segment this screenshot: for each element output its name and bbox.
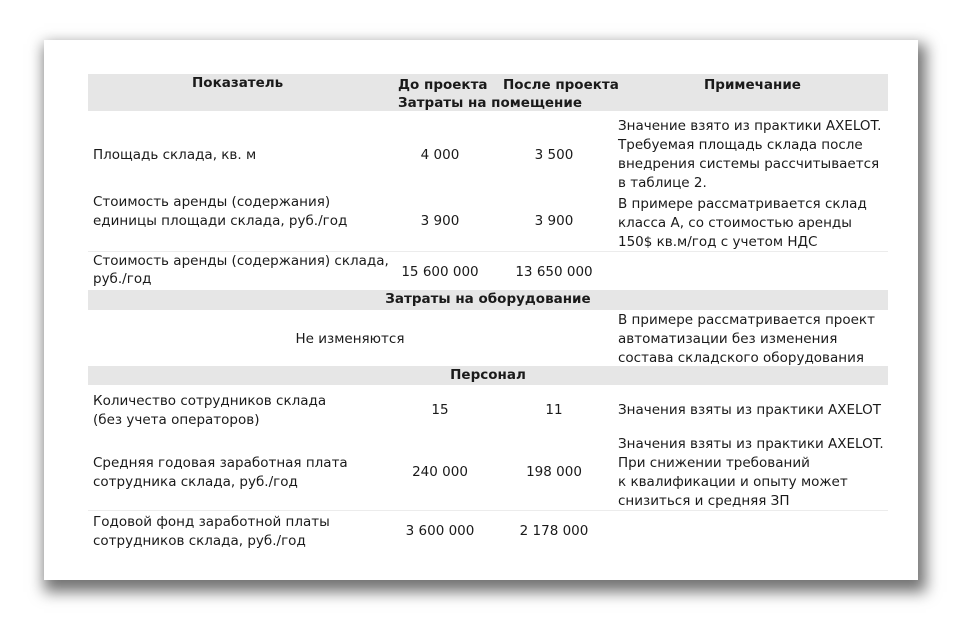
- row-staff-count-label-1: Количество сотрудников склада: [93, 393, 327, 409]
- row-divider: [88, 510, 888, 511]
- row-rent-total-label-1: Стоимость аренды (содержания) склада,: [93, 253, 389, 269]
- row-rent-total-before: 15 600 000: [401, 264, 479, 280]
- row-staff-count-label-2: (без учета операторов): [93, 412, 260, 428]
- row-salary-note-2: При снижении требований: [618, 455, 810, 471]
- section-equipment: Затраты на оборудование: [385, 291, 591, 307]
- row-equipment-note-1: В примере рассматривается проект: [618, 312, 875, 328]
- row-area-before: 4 000: [420, 147, 460, 163]
- row-rent-unit-note-2: класса А, со стоимостью аренды: [618, 215, 852, 231]
- row-salary-label-1: Средняя годовая заработная плата: [93, 455, 348, 471]
- row-area-note-3: внедрения системы рассчитывается: [618, 156, 880, 172]
- row-staff-count-before: 15: [431, 402, 449, 418]
- section-premises: Затраты на помещение: [398, 95, 582, 111]
- row-area-label: Площадь склада, кв. м: [93, 147, 257, 163]
- row-salary-note-3: к квалификации и опыту может: [618, 474, 848, 490]
- row-rent-unit-before: 3 900: [420, 213, 460, 229]
- row-area-note-1: Значение взято из практики AXELOT.: [618, 118, 882, 134]
- header-note: Примечание: [704, 77, 801, 93]
- row-salary-note-4: снизиться и средняя ЗП: [618, 493, 790, 509]
- row-payroll-after: 2 178 000: [519, 523, 589, 539]
- row-salary-label-2: сотрудника склада, руб./год: [93, 474, 298, 490]
- row-payroll-label-2: сотрудников склада, руб./год: [93, 533, 306, 549]
- row-payroll-label-1: Годовой фонд заработной платы: [93, 514, 330, 530]
- row-rent-unit-note-3: 150$ кв.м/год с учетом НДС: [618, 234, 818, 250]
- row-salary-note-1: Значения взяты из практики AXELOT.: [618, 436, 884, 452]
- row-staff-count-note: Значения взяты из практики AXELOT: [618, 402, 881, 418]
- row-area-note-4: в таблице 2.: [618, 175, 707, 191]
- row-area-note-2: Требуемая площадь склада после: [618, 137, 863, 153]
- row-rent-unit-label-1: Стоимость аренды (содержания): [93, 194, 331, 210]
- row-rent-unit-label-2: единицы площади склада, руб./год: [93, 213, 348, 229]
- row-rent-unit-after: 3 900: [534, 213, 574, 229]
- header-before: До проекта: [398, 77, 488, 93]
- row-area-after: 3 500: [534, 147, 574, 163]
- row-salary-after: 198 000: [526, 464, 582, 480]
- header-after: После проекта: [503, 77, 619, 93]
- row-equipment-note-3: состава складского оборудования: [618, 350, 864, 366]
- row-payroll-before: 3 600 000: [405, 523, 475, 539]
- row-rent-total-after: 13 650 000: [515, 264, 593, 280]
- row-rent-total-label-2: руб./год: [93, 271, 152, 287]
- header-indicator: Показатель: [192, 75, 284, 91]
- row-equipment-note-2: автоматизации без изменения: [618, 331, 838, 347]
- row-rent-unit-note-1: В примере рассматривается склад: [618, 196, 867, 212]
- section-staff: Персонал: [450, 367, 526, 383]
- row-salary-before: 240 000: [412, 464, 468, 480]
- row-equipment-label: Не изменяются: [295, 331, 405, 347]
- row-staff-count-after: 11: [545, 402, 563, 418]
